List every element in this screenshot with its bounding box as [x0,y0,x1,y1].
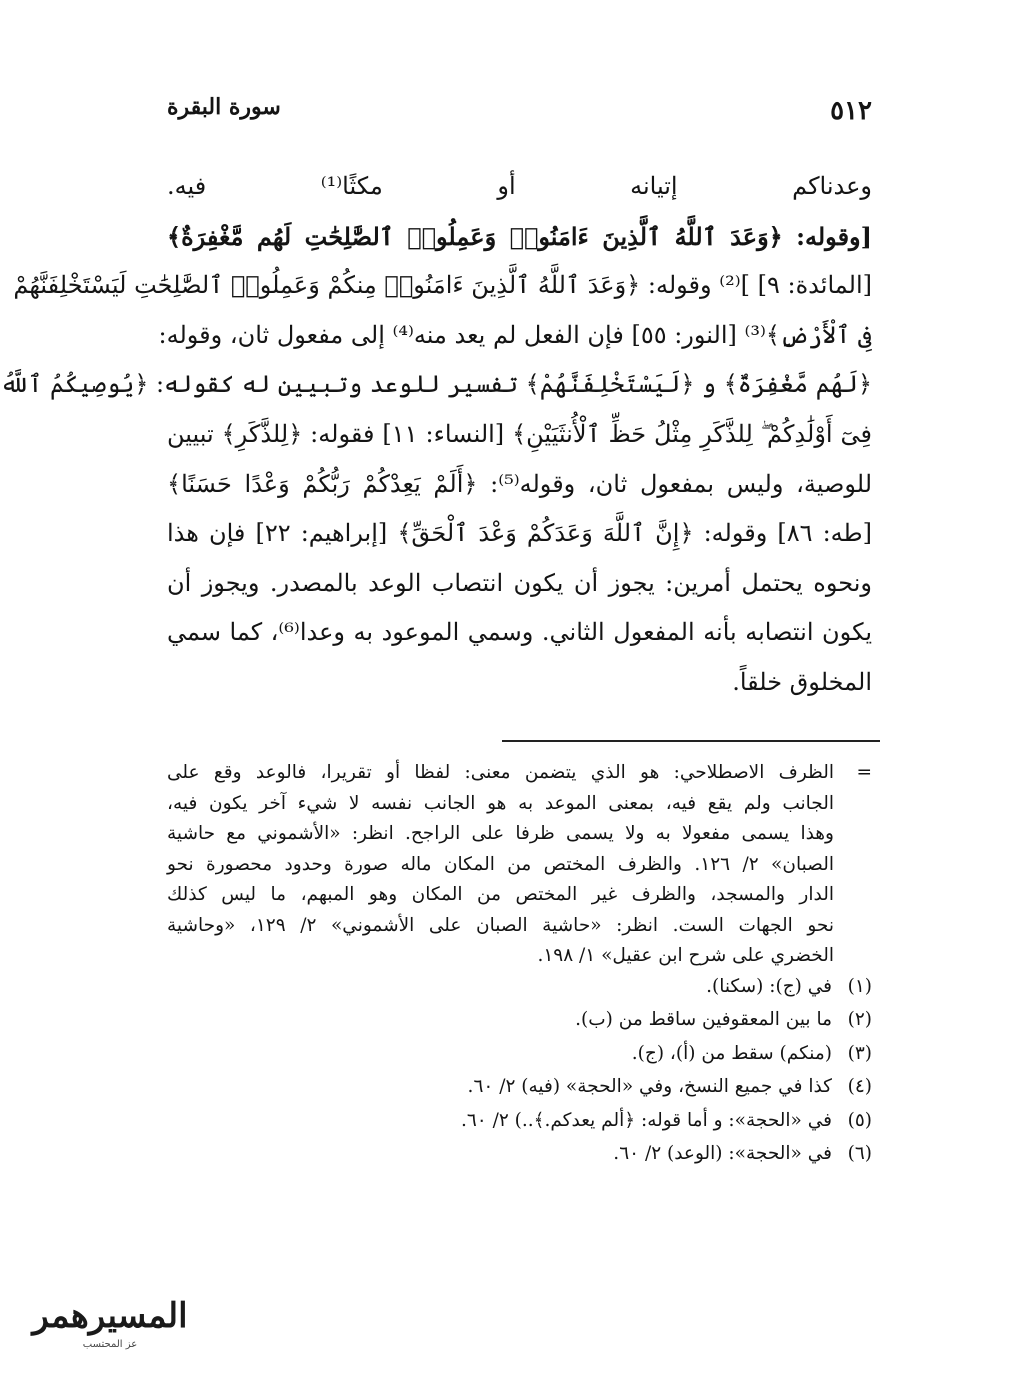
text-line: فِىٓ أَوْلَٰدِكُمْ ۖ لِلذَّكَرِ مِثْلُ حَظِّ ٱلْأُنثَيَيْنِ﴾ [النساء: ١١] فقوله: ﴿لِلذَّكَرِ﴾ تبيين [167,419,872,448]
text-line: وعدناكم إتيانه أو مكثًا⁽¹⁾ فيه. [167,172,872,200]
footnote-number: (٤) [847,1076,872,1097]
footnote-line: الصبان» ٢/ ١٢٦. والظرف المختص من المكان ماله صورة وحدود محصورة نحو [167,853,834,875]
running-head [167,92,872,132]
text-line: [المائدة: ٩] ]⁽²⁾ وقوله: ﴿وَعَدَ ٱللَّهُ ٱلَّذِينَ ءَامَنُوا۟ مِنكُمْ وَعَمِلُوا۟ ٱلصَّٰلِحَٰتِ لَيَسْتَخْلِفَنَّهُمْ [13,271,872,300]
footnote-line: الخضري على شرح ابن عقيل» ١/ ١٩٨. [537,945,834,966]
footnotes [167,758,872,1173]
footnote-item [167,1106,872,1140]
publisher-logo-icon [32,1285,188,1355]
logo-subtext: عز المحتسب [82,1339,138,1350]
footnote-continuation [167,758,872,972]
surah-title: سورة البقرة [167,94,281,120]
footnote-line: نحو الجهات الست. انظر: «حاشية الصبان على الأشموني» ٢/ ١٢٩، «وحاشية [167,914,834,936]
footnote-line: الظرف الاصطلاحي: هو الذي يتضمن معنى: لفظا أو تقريرا، فالوعد وقع على [167,762,834,783]
footnote-line: الدار والمسجد، والظرف غير المختص من المكان وهو المبهم، ما ليس كذلك [167,884,834,905]
footnote-number: (٦) [847,1143,872,1164]
footnote-text: في «الحجة»: (الوعد) ٢/ ٦٠. [613,1143,832,1164]
footnote-text: في (ج): (سكنا). [706,975,832,997]
logo-text: المسيرهمر [32,1296,188,1336]
footnote-separator [502,740,880,742]
footnote-text: (منكم) سقط من (أ)، (ج). [631,1042,832,1064]
footnote-line: الجانب ولم يقع فيه، بمعنى الموعد به هو الجانب نفسه لا شيء آخر يكون فيه، [167,792,834,814]
footnote-number: (٢) [847,1009,872,1030]
text-line: [طه: ٨٦] وقوله: ﴿إِنَّ ٱللَّهَ وَعَدَكُمْ وَعْدَ ٱلْحَقِّ﴾ [إبراهيم: ٢٢] فإن هذا [167,519,873,548]
text-line: المخلوق خلقاً. [732,667,872,696]
text-line: ونحوه يحتمل أمرين: يجوز أن يكون انتصاب الوعد بالمصدر. ويجوز أن [167,568,872,597]
main-text [0,162,873,708]
text-line: ﴿لَهُم مَّغْفِرَةٌ﴾ و ﴿لَيَسْتَخْلِفَنَّهُمْ﴾ تفسير للوعد وتبيين له كقوله: ﴿يُوصِيكُمُ ٱللَّهُ [0,370,872,399]
text-line: [وقوله: ﴿وَعَدَ ٱللَّهُ ٱلَّذِينَ ءَامَنُوا۟ وَعَمِلُوا۟ ٱلصَّٰلِحَٰتِ لَهُم مَّغْفِرَةٌ﴾ [167,221,872,251]
footnote-item [167,1039,872,1073]
text-line: للوصية، وليس بمفعول ثان، وقوله⁽⁵⁾: ﴿أَلَمْ يَعِدْكُمْ رَبُّكُمْ وَعْدًا حَسَنًا﴾ [167,469,872,498]
footnote-text: كذا في جميع النسخ، وفي «الحجة» (فيه) ٢/ ٦٠. [467,1076,832,1097]
continuation-marker: = [856,762,872,783]
footnote-item [167,1072,872,1106]
footnote-item [167,1005,872,1039]
footnote-line: وهذا يسمى مفعولا به ولا يسمى ظرفا على الراجح. انظر: «الأشموني مع حاشية [167,823,834,844]
footnote-text: في «الحجة»: و أما قوله: ﴿ألم يعدكم.﴾..) ٢/ ٦٠. [460,1109,832,1131]
footnote-item [167,972,872,1006]
footnote-text: ما بين المعقوفين ساقط من (ب). [575,1009,832,1030]
footnote-item [167,1139,872,1173]
text-line: فِى ٱلْأَرْضِ﴾⁽³⁾ [النور: ٥٥] فإن الفعل لم يعد منه⁽⁴⁾ إلى مفعول ثان، وقوله: [158,320,872,349]
footnote-number: (١) [847,975,872,997]
footnote-number: (٥) [847,1109,872,1131]
footnote-number: (٣) [847,1042,872,1064]
text-line: يكون انتصابه بأنه المفعول الثاني. وسمي الموعود به وعدا⁽⁶⁾، كما سمي [167,618,872,647]
page-number: ٥١٢ [830,96,872,126]
